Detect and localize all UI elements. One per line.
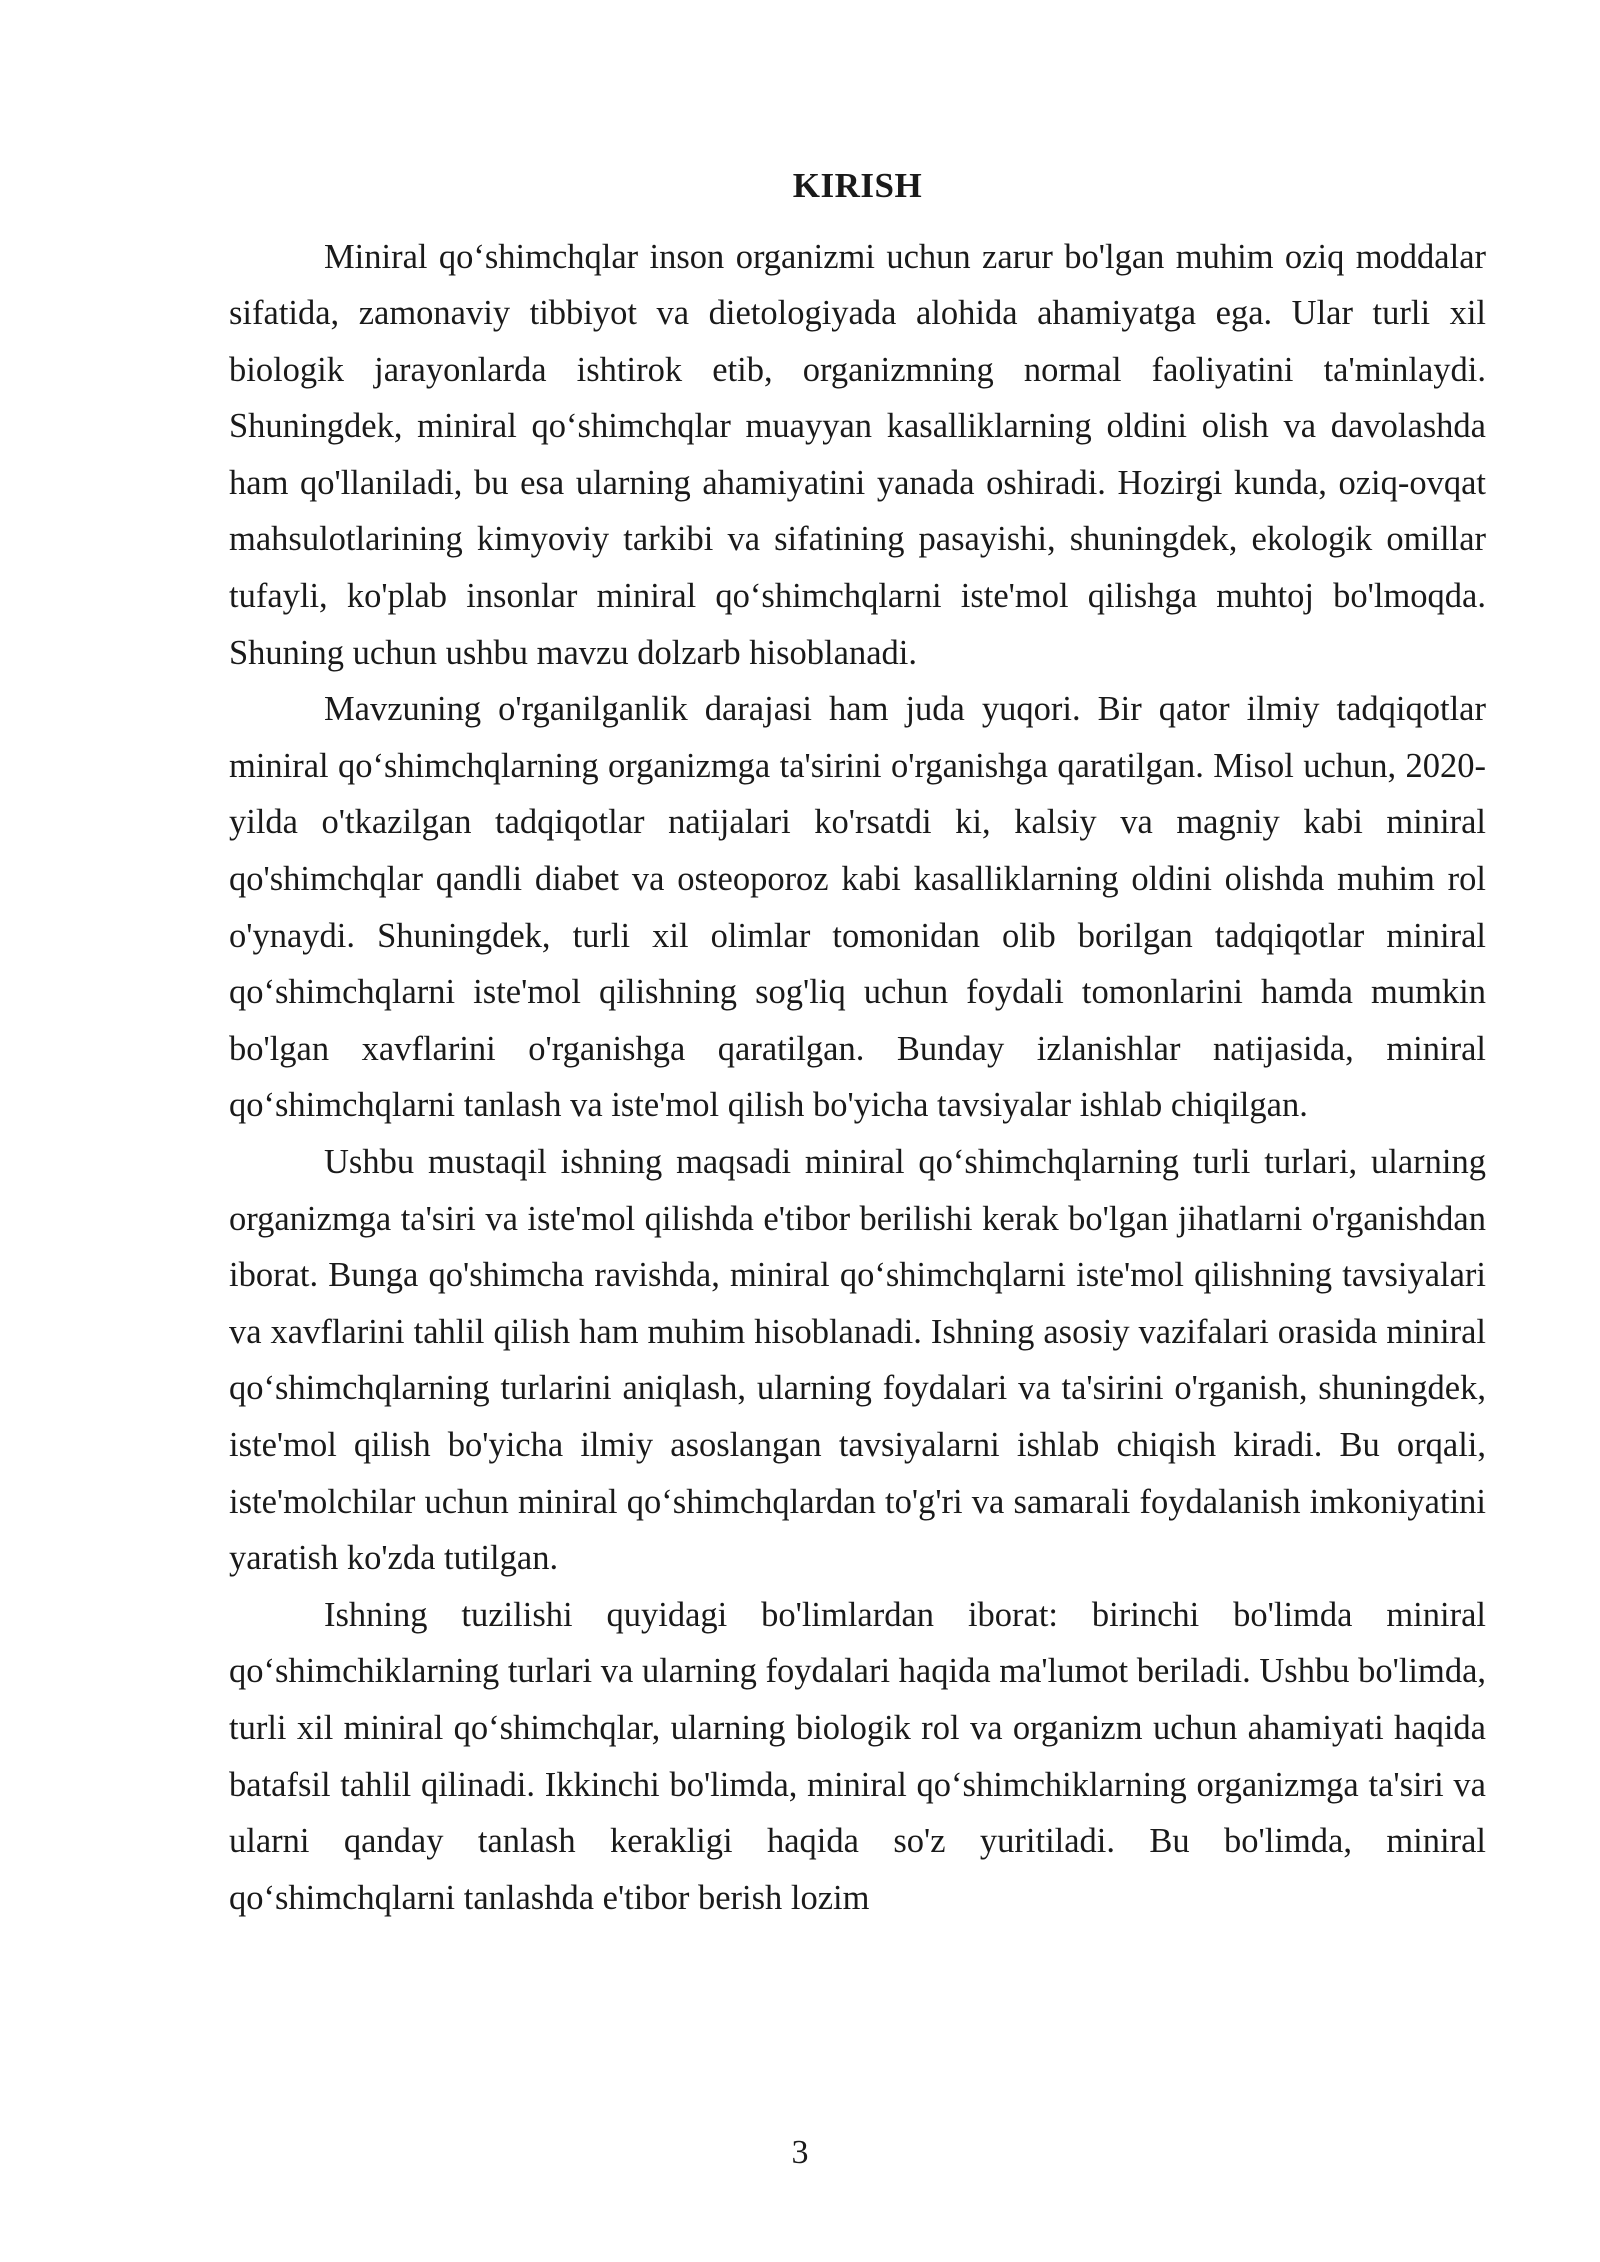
page-number: 3: [791, 2134, 809, 2171]
paragraph-1: Miniral qo‘shimchqlar inson organizmi uchun zarur bo'lgan muhim oziq moddalar sifatida, zamonaviy tibbiyot va dietologiyada alohida ahamiyatga ega. Ular turli xil biologik jarayonlarda ishtirok etib, organizmning normal faoliyatini ta'minlaydi. Shuningdek, miniral qo‘shimchqlar muayyan kasalliklarning oldini olish va davolashda ham qo'llaniladi, bu esa ularning ahamiyatini yanada oshiradi. Hozirgi kunda, oziq-ovqat mahsulotlarining kimyoviy tarkibi va sifatining pasayishi, shuningdek, ekologik omillar tufayli, ko'plab insonlar miniral qo‘shimchqlarni iste'mol qilishga muhtoj bo'lmoqda. Shuning uchun ushbu mavzu dolzarb hisoblanadi.: [229, 237, 1486, 672]
paragraph-3: Ushbu mustaqil ishning maqsadi miniral qo‘shimchqlarning turli turlari, ularning organizmga ta'siri va iste'mol qilishda e'tibor berilishi kerak bo'lgan jihatlarni o'rganishdan iborat. Bunga qo'shimcha ravishda, miniral qo‘shimchqlarni iste'mol qilishning tavsiyalari va xavflarini tahlil qilish ham muhim hisoblanadi. Ishning asosiy vazifalari orasida miniral qo‘shimchqlarning turlarini aniqlash, ularning foydalari va ta'sirini o'rganish, shuningdek, iste'mol qilish bo'yicha ilmiy asoslangan tavsiyalarni ishlab chiqish kiradi. Bu orqali, iste'molchilar uchun miniral qo‘shimchqlardan to'g'ri va samarali foydalanish imkoniyatini yaratish ko'zda tutilgan.: [229, 1143, 1486, 1578]
section-title: KIRISH: [792, 166, 923, 205]
paragraph-2: Mavzuning o'rganilganlik darajasi ham juda yuqori. Bir qator ilmiy tadqiqotlar miniral qo‘shimchqlarning organizmga ta'sirini o'rganishga qaratilgan. Misol uchun, 2020-yilda o'tkazilgan tadqiqotlar natijalari ko'rsatdi ki, kalsiy va magniy kabi miniral qo'shimchqlar qandli diabet va osteoporoz kabi kasalliklarning oldini olishda muhim rol o'ynaydi. Shuningdek, turli xil olimlar tomonidan olib borilgan tadqiqotlar miniral qo‘shimchqlarni iste'mol qilishning sog'liq uchun foydali tomonlarini hamda mumkin bo'lgan xavflarini o'rganishga qaratilgan. Bunday izlanishlar natijasida, miniral qo‘shimchqlarni tanlash va iste'mol qilish bo'yicha tavsiyalar ishlab chiqilgan.: [229, 690, 1486, 1125]
page-content: [229, 158, 1486, 1926]
paragraph-4: Ishning tuzilishi quyidagi bo'limlardan iborat: birinchi bo'limda miniral qo‘shimchiklarning turlari va ularning foydalari haqida ma'lumot beriladi. Ushbu bo'limda, turli xil miniral qo‘shimchqlar, ularning biologik rol va organizm uchun ahamiyati haqida batafsil tahlil qilinadi. Ikkinchi bo'limda, miniral qo‘shimchiklarning organizmga ta'siri va ularni qanday tanlash kerakligi haqida so'z yuritiladi. Bu bo'limda, miniral qo‘shimchqlarni tanlashda e'tibor berish lozim: [229, 1595, 1487, 1917]
